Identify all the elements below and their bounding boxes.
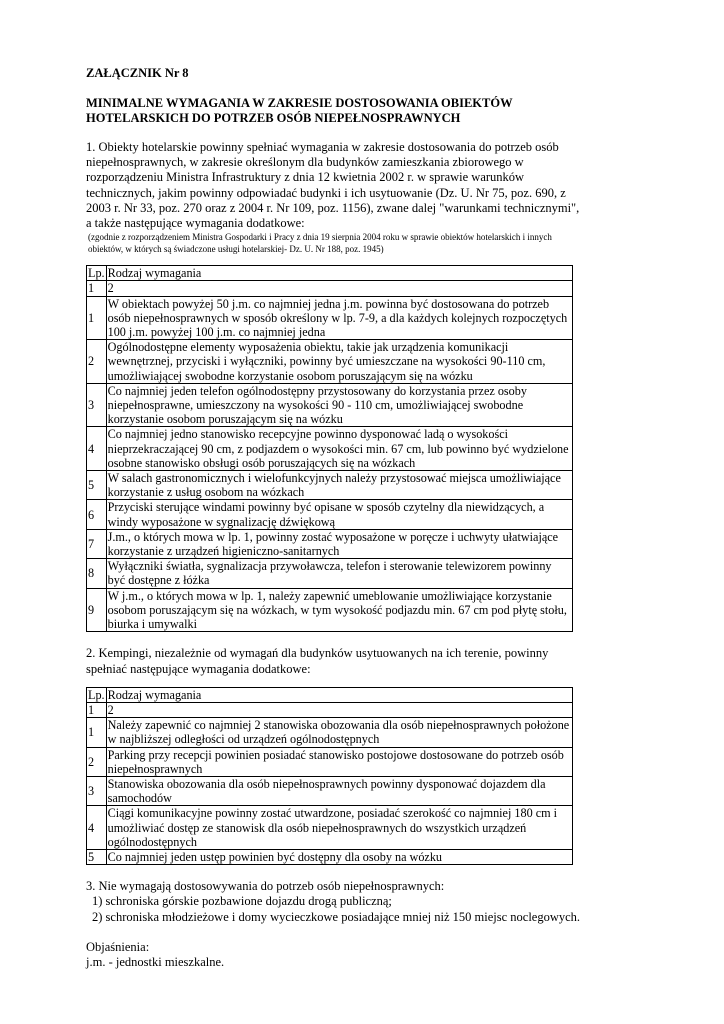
table-row	[87, 559, 573, 588]
row-text: Ciągi komunikacyjne powinny zostać utwardzone, posiadać szerokość co najmniej 180 cm i umożliwiać dostęp ze stanowisk dla osób niepełnosprawnych do wszystkich urządzeń ogólnodostępnych	[106, 806, 572, 850]
requirements-table-hotels	[86, 265, 573, 632]
explanations-text: j.m. - jednostki mieszkalne.	[86, 954, 225, 969]
row-text: Ogólnodostępne elementy wyposażenia obiektu, takie jak urządzenia komunikacji wewnętrznej, przyciski i wyłączniki, powinny być umieszczane na wysokości 90-110 cm, umożliwiającej swobodne korzystanie osobom poruszającym się na wózku	[106, 340, 572, 384]
list-item: 2) schroniska młodzieżowe i domy wycieczkowe posiadające mniej niż 150 miejsc noclegowych.	[92, 909, 581, 924]
table-row	[87, 849, 573, 864]
header-lp: Lp.	[88, 687, 105, 702]
table-row	[87, 776, 573, 805]
section1-text: 1. Obiekty hotelarskie powinny spełniać wymagania w zakresie dostosowania do potrzeb osób niepełnosprawnych, w zakresie określonym dla budynków zamieszkania zbiorowego w rozporządzeniu Ministra Infrastruktury z dnia 12 kwietnia 2002 r. w sprawie warunków technicznych, jakim powinny odpowiadać budynki i ich usytuowanie (Dz. U. Nr 75, poz. 690, z 2003 r. Nr 33, poz. 270 oraz z 2004 r. Nr 109, poz. 1156), zwane dalej "warunkami technicznymi", a także następujące wymagania dodatkowe:	[86, 140, 580, 231]
row-lp: 7	[87, 529, 107, 558]
table-header-row	[87, 687, 573, 702]
row-lp: 2	[87, 747, 107, 776]
table-header-row	[87, 266, 573, 281]
column-number-1: 1	[87, 281, 107, 296]
row-text: Wyłączniki światła, sygnalizacja przywoławcza, telefon i sterowanie telewizorem powinny być dostępne z łóżka	[106, 559, 572, 588]
section2-text: 2. Kempingi, niezależnie od wymagań dla budynków usytuowanych na ich terenie, powinny spełniać następujące wymagania dodatkowe:	[86, 646, 549, 676]
row-lp: 9	[87, 588, 107, 632]
row-text: Co najmniej jeden ustęp powinien być dostępny dla osoby na wózku	[106, 849, 572, 864]
document-title: ZAŁĄCZNIK Nr 8	[86, 66, 189, 80]
table-row	[87, 383, 573, 427]
document-page	[86, 66, 586, 970]
row-text: Co najmniej jeden telefon ogólnodostępny przystosowany do korzystania przez osoby niepełnosprawne, umieszczony na wysokości 90 - 110 cm, umożliwiającej swobodne korzystanie osobom poruszającym się na wózku	[106, 383, 572, 427]
table-number-row	[87, 702, 573, 717]
section3-intro: 3. Nie wymagają dostosowywania do potrzeb osób niepełnosprawnych:	[86, 879, 445, 894]
requirements-table-campsites	[86, 687, 573, 865]
table-row	[87, 529, 573, 558]
row-lp: 4	[87, 427, 107, 471]
document-heading: MINIMALNE WYMAGANIA W ZAKRESIE DOSTOSOWANIA OBIEKTÓW HOTELARSKICH DO POTRZEB OSÓB NIEPEŁNOSPRAWNYCH	[86, 96, 513, 125]
explanations-label: Objaśnienia:	[86, 939, 150, 954]
row-text: Stanowiska obozowania dla osób niepełnosprawnych powinny dysponować dojazdem dla samochodów	[106, 776, 572, 805]
table-number-row	[87, 281, 573, 296]
row-lp: 6	[87, 500, 107, 529]
row-text: Przyciski sterujące windami powinny być opisane w sposób czytelny dla niewidzących, a windy wyposażone w sygnalizację dźwiękową	[106, 500, 572, 529]
header-requirement: Rodzaj wymagania	[106, 266, 572, 281]
table-row	[87, 588, 573, 632]
row-text: W salach gastronomicznych i wielofunkcyjnych należy przystosować miejsca umożliwiające korzystanie z usług osobom na wózkach	[106, 471, 572, 500]
column-number-2: 2	[106, 702, 572, 717]
row-lp: 2	[87, 340, 107, 384]
section3-list	[86, 894, 586, 924]
table-row	[87, 500, 573, 529]
row-text: Co najmniej jedno stanowisko recepcyjne powinno dysponować ladą o wysokości nieprzekraczającej 90 cm, z podjazdem o wysokości min. 67 cm, lub powinno być wydzielone osobne stanowisko obsługi osób poruszających się na wózkach	[106, 427, 572, 471]
table-row	[87, 806, 573, 850]
header-requirement: Rodzaj wymagania	[106, 687, 572, 702]
list-item: 1) schroniska górskie pozbawione dojazdu drogą publiczną;	[92, 894, 392, 909]
table-row	[87, 471, 573, 500]
row-lp: 8	[87, 559, 107, 588]
row-lp: 5	[87, 471, 107, 500]
table-row	[87, 718, 573, 747]
row-text: W obiektach powyżej 50 j.m. co najmniej jedna j.m. powinna być dostosowana do potrzeb osób niepełnosprawnych w sposób określony w lp. 7-9, a dla każdych kolejnych rozpoczętych 100 j.m. powyżej 100 j.m. co najmniej jedna	[106, 296, 572, 340]
column-number-1: 1	[87, 702, 107, 717]
table-row	[87, 296, 573, 340]
table-row	[87, 427, 573, 471]
row-lp: 1	[87, 718, 107, 747]
row-text: Parking przy recepcji powinien posiadać stanowisko postojowe dostosowane do potrzeb osób niepełnosprawnych	[106, 747, 572, 776]
table-row	[87, 747, 573, 776]
row-lp: 4	[87, 806, 107, 850]
row-text: W j.m., o których mowa w lp. 1, należy zapewnić umeblowanie umożliwiające korzystanie osobom poruszającym się na wózkach, w tym wysokość podjazdu min. 67 cm pod płytę stołu, biurka i umywalki	[106, 588, 572, 632]
row-lp: 3	[87, 383, 107, 427]
row-lp: 1	[87, 296, 107, 340]
table-row	[87, 340, 573, 384]
row-lp: 5	[87, 849, 107, 864]
section1-footnote: (zgodnie z rozporządzeniem Ministra Gospodarki i Pracy z dnia 19 sierpnia 2004 roku w sprawie obiektów hotelarskich i innych obiektów, w których są świadczone usługi hotelarskiej- Dz. U. Nr 188, poz. 1945)	[88, 232, 552, 254]
header-lp: Lp.	[88, 266, 105, 281]
row-text: J.m., o których mowa w lp. 1, powinny zostać wyposażone w poręcze i uchwyty ułatwiające korzystanie z urządzeń higieniczno-sanitarnych	[106, 529, 572, 558]
row-lp: 3	[87, 776, 107, 805]
row-text: Należy zapewnić co najmniej 2 stanowiska obozowania dla osób niepełnosprawnych położone w najbliższej odległości od urządzeń ogólnodostępnych	[106, 718, 572, 747]
column-number-2: 2	[106, 281, 572, 296]
